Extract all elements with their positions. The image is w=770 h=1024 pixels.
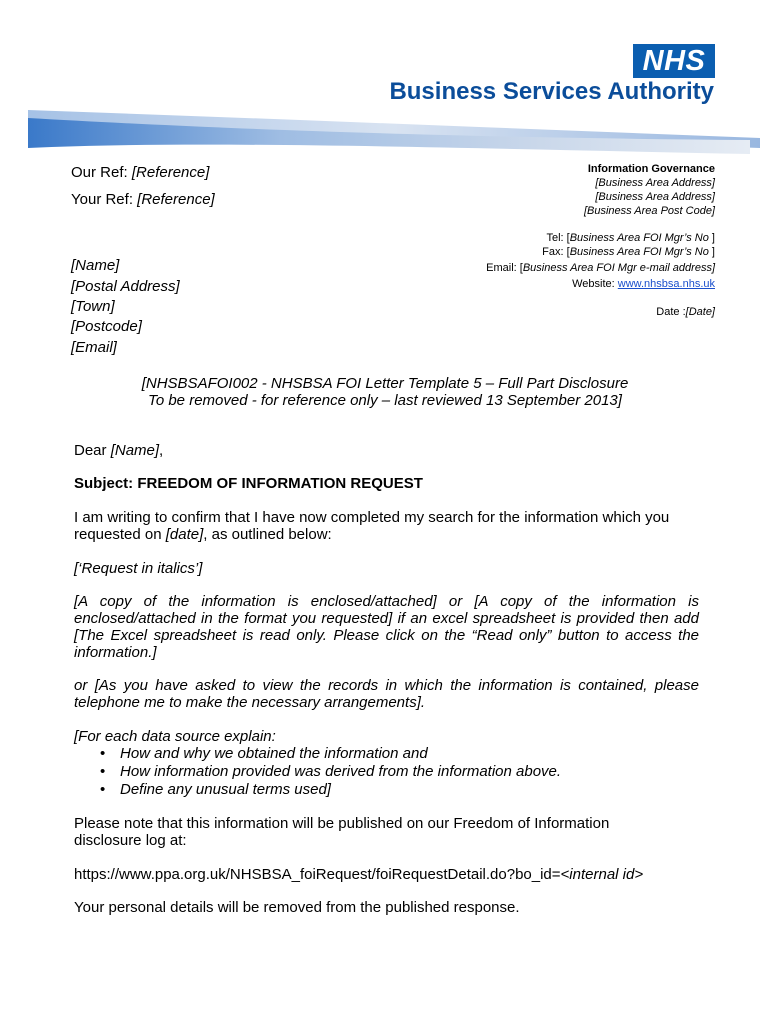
request-placeholder: [‘Request in italics’] (74, 560, 203, 577)
publish-note: Please note that this information will be published on our Freedom of Information disclosure log at: (74, 815, 610, 849)
sender-fax: Fax: [Business Area FOI Mgr’s No ] (542, 246, 715, 258)
recipient-postcode: [Postcode] (71, 318, 142, 335)
sender-address-1: [Business Area Address] (595, 177, 715, 189)
letter-date: Date :[Date] (656, 306, 715, 318)
salutation: Dear [Name], (74, 442, 164, 459)
information-paragraph: [A copy of the information is enclosed/attached] or [A copy of the information is enclosed/attached in the format you requested] if an excel spreadsheet is provided then add [The Excel spreadsheet is read only. Please click on the “Read only” button to access the information.] (74, 593, 699, 661)
data-source-intro: [For each data source explain: (74, 728, 276, 745)
sender-email: Email: [Business Area FOI Mgr e-mail address] (486, 262, 715, 274)
list-item: • How and why we obtained the information and (100, 745, 428, 762)
recipient-name: [Name] (71, 257, 120, 274)
data-source-list (74, 745, 699, 799)
your-ref: Your Ref: [Reference] (71, 191, 215, 208)
list-item: • How information provided was derived from the information above. (100, 763, 562, 780)
header-swoosh (0, 108, 770, 168)
view-records-paragraph: or [As you have asked to view the records in which the information is contained, please telephone me to make the necessary arrangements]. (74, 677, 699, 711)
sender-department: Information Governance (587, 163, 715, 175)
our-ref: Our Ref: [Reference] (71, 164, 210, 181)
sender-address-2: [Business Area Address] (595, 191, 715, 203)
website-link[interactable]: www.nhsbsa.nhs.uk (617, 278, 715, 290)
template-note-line1: [NHSBSAFOI002 - NHSBSA FOI Letter Template 5 – Full Part Disclosure (141, 375, 629, 392)
list-item: • Define any unusual terms used] (100, 781, 331, 798)
sender-website: Website: www.nhsbsa.nhs.uk (572, 278, 715, 290)
recipient-email: [Email] (71, 339, 117, 356)
recipient-postal-address: [Postal Address] (71, 278, 180, 295)
subject-line: Subject: FREEDOM OF INFORMATION REQUEST (74, 475, 423, 492)
organisation-name: Business Services Authority (389, 78, 714, 105)
closing-statement: Your personal details will be removed from the published response. (74, 899, 520, 916)
nhs-logo: NHS (633, 44, 715, 78)
recipient-town: [Town] (71, 298, 115, 315)
template-note-line2: To be removed - for reference only – last reviewed 13 September 2013] (148, 392, 622, 409)
sender-tel: Tel: [Business Area FOI Mgr’s No ] (546, 232, 715, 244)
intro-paragraph: I am writing to confirm that I have now completed my search for the information which you requested on [date], as outlined below: (74, 509, 670, 543)
sender-postcode: [Business Area Post Code] (583, 205, 715, 217)
disclosure-log-url[interactable]: https://www.ppa.org.uk/NHSBSA_foiRequest/foiRequestDetail.do?bo_id=<internal id> (74, 866, 644, 883)
